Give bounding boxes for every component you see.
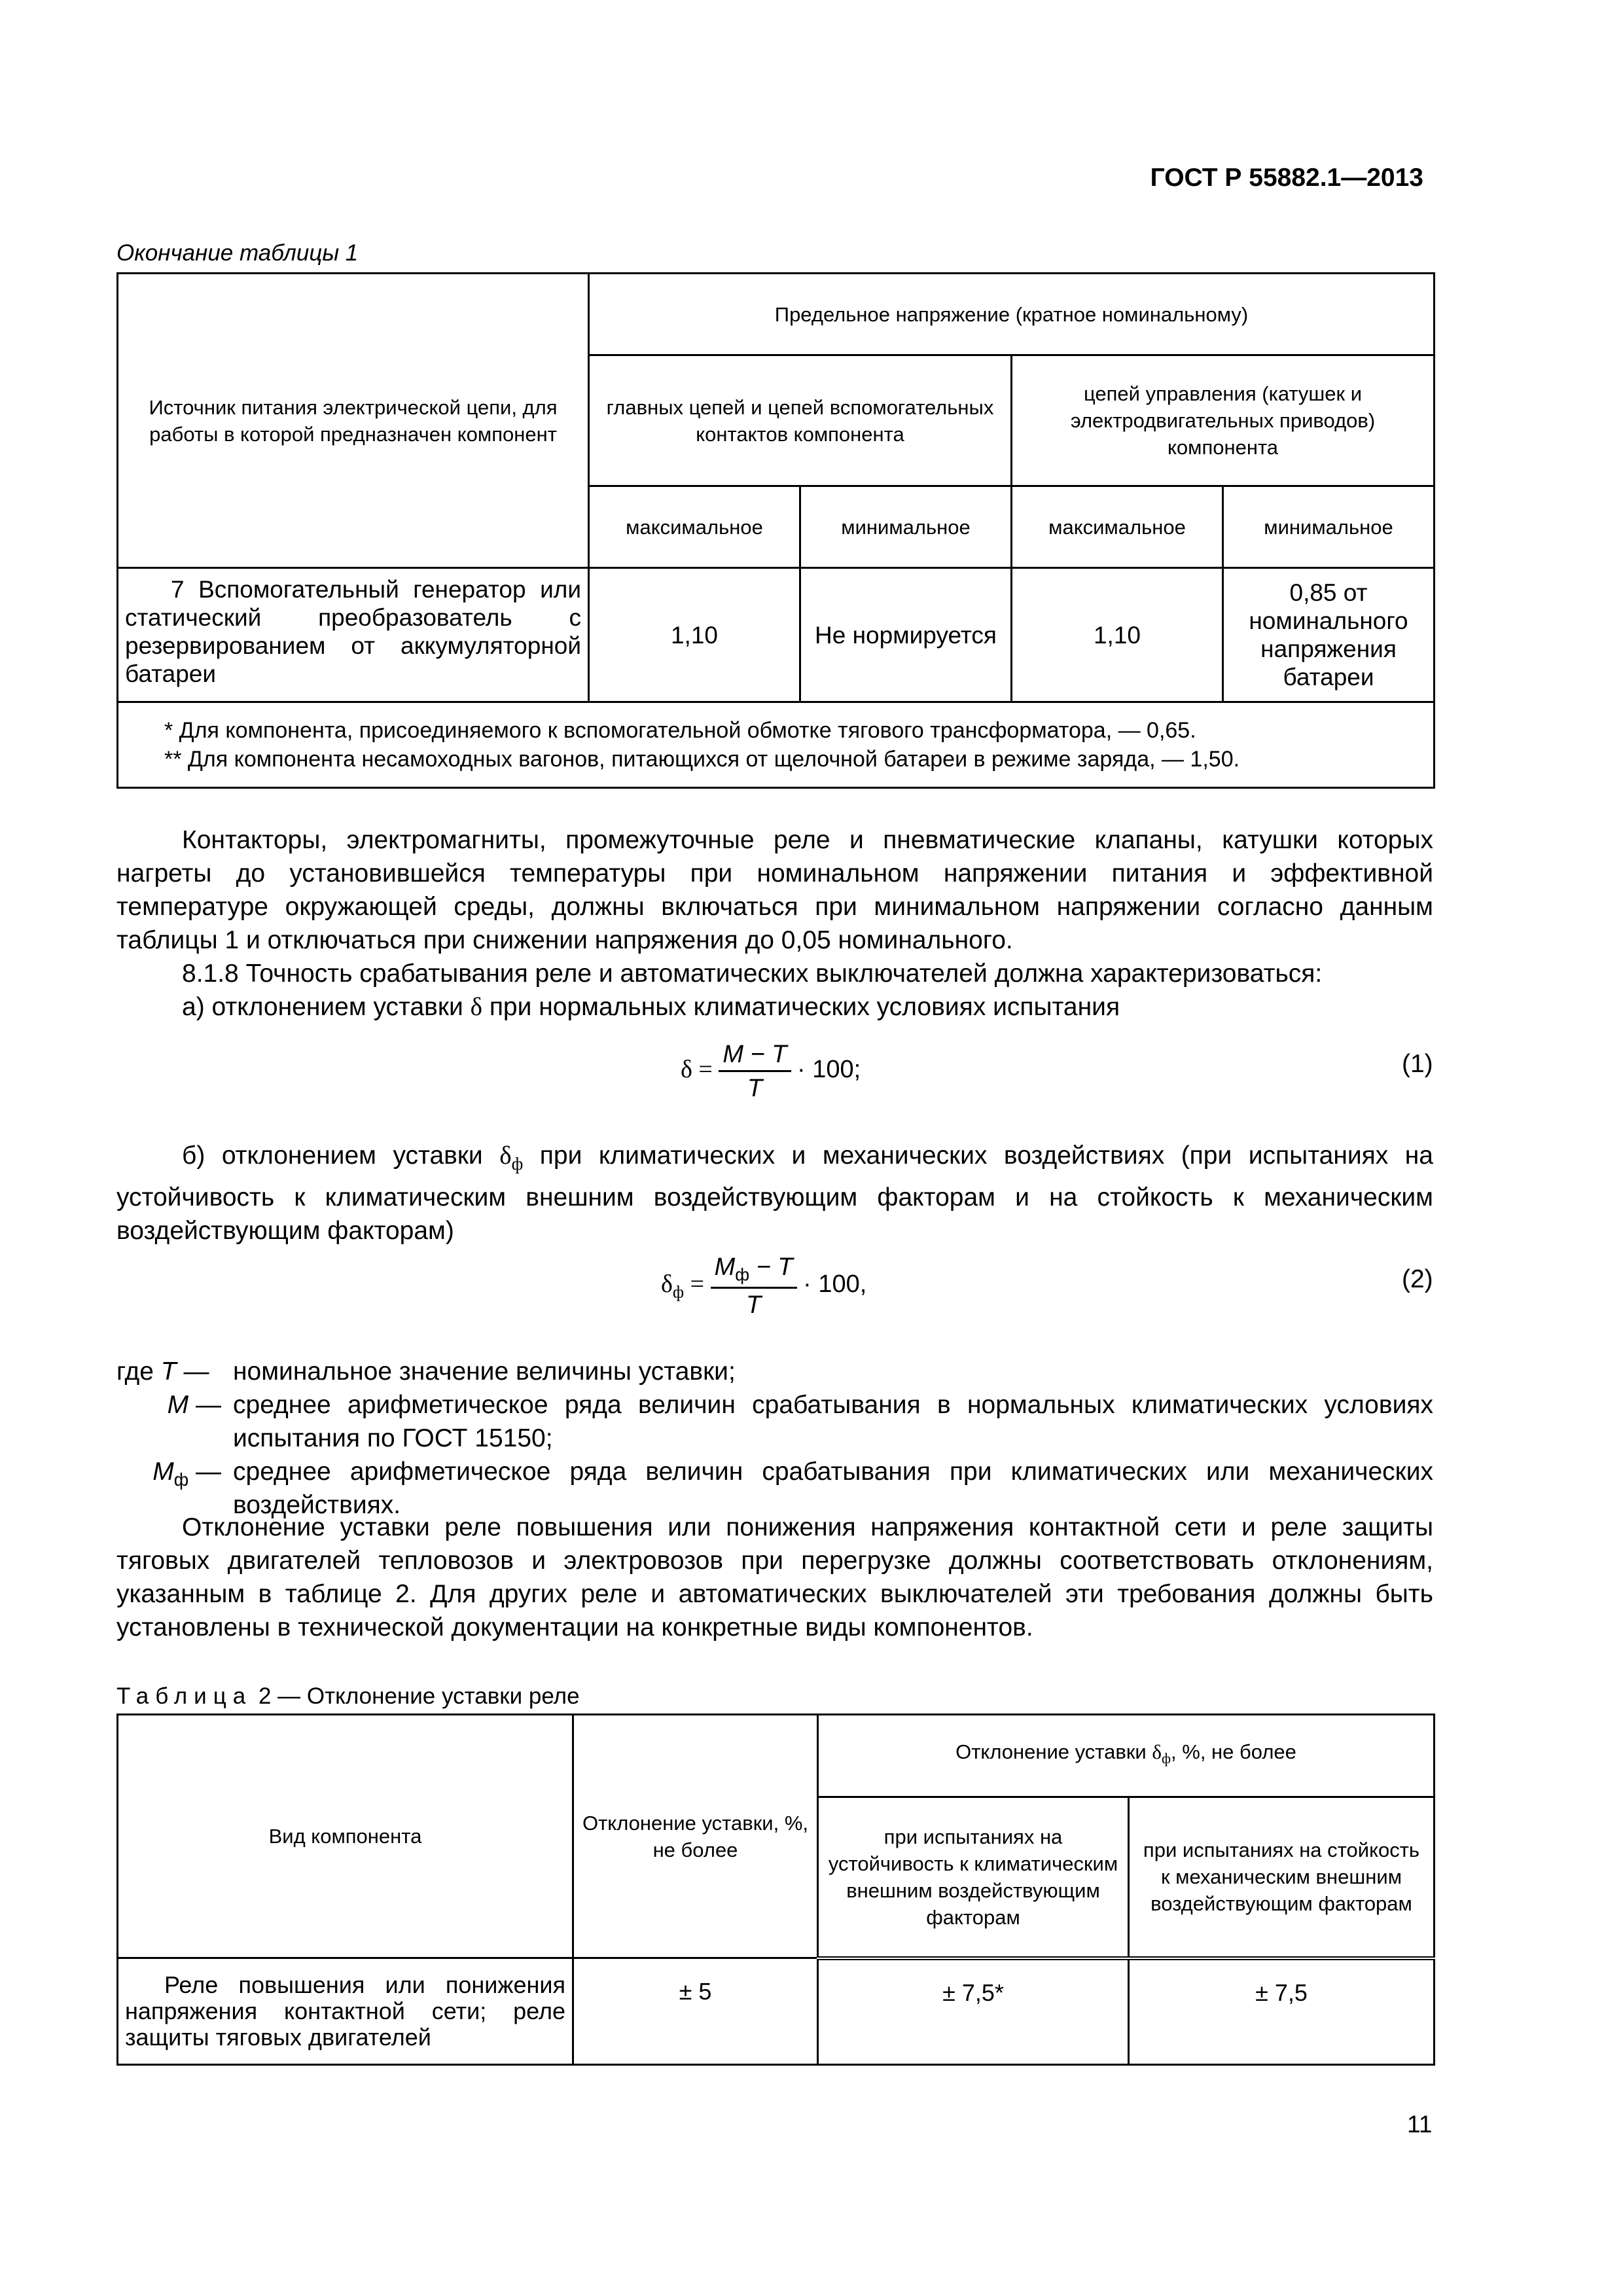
where-mf-sub: ф — [173, 1469, 189, 1490]
where-m-term: M — [167, 1391, 189, 1419]
where-t-term: T — [160, 1357, 177, 1386]
table2-header-kind: Вид компонента — [118, 1715, 573, 1958]
formula-2-number: (2) — [1402, 1265, 1433, 1293]
table1-caption: Окончание таблицы 1 — [116, 240, 359, 266]
table2-header-climate: при испытаниях на устойчивость к климатическим внешним воздействующим факторам — [818, 1797, 1129, 1958]
table2-header-mech: при испытаниях на стойкость к механическим внешним воздействующим факторам — [1129, 1797, 1435, 1958]
delta-sub: ф — [511, 1153, 524, 1174]
where-list — [116, 1355, 1433, 1519]
clause-8-1-8: 8.1.8 Точность срабатывания реле и автоматических выключателей должна характеризоваться: — [182, 960, 1323, 988]
table1-header-control: цепей управления (катушек и электродвигательных приводов) компонента — [1012, 355, 1435, 486]
page-number: 11 — [1407, 2111, 1433, 2138]
formula-2-m: M — [714, 1253, 736, 1281]
formula-2-denominator: T — [746, 1291, 762, 1319]
formula-2-numerator — [711, 1253, 797, 1289]
table2-header-dev: Отклонение уставки, %, не более — [573, 1715, 818, 1958]
table1 — [116, 272, 1435, 789]
table1-cell-ctrl-max: 1,10 — [1012, 568, 1223, 702]
where-word: где — [116, 1357, 154, 1386]
table2-caption-rest: 2 — Отклонение уставки реле — [258, 1683, 580, 1709]
where-mf-def: среднее арифметическое ряда величин срабатывания при климатических или механических воздействиях. — [233, 1458, 1433, 1519]
table2-devf-prefix: Отклонение уставки — [955, 1740, 1147, 1764]
where-dash: — — [183, 1357, 209, 1386]
where-dash: — — [196, 1391, 221, 1419]
table2-caption-word: Таблица — [116, 1683, 253, 1709]
formula-2-delta-sub: ф — [672, 1282, 685, 1302]
table1-header-min: минимальное — [1223, 486, 1435, 568]
formula-1-fraction — [719, 1041, 791, 1103]
table1-header-max: максимальное — [589, 486, 800, 568]
where-mf-term: M — [152, 1458, 174, 1486]
where-word-row — [116, 1355, 209, 1388]
formula-2 — [661, 1253, 866, 1319]
table2-caption — [116, 1683, 580, 1710]
table1-note-1: * Для компонента, присоединяемого к вспомогательной обмотке тягового трансформатора, — 0,65. — [164, 718, 1196, 743]
table2-cell-mech: ± 7,5 — [1129, 1958, 1435, 2065]
formula-2-tail: · 100, — [803, 1270, 867, 1299]
formula-1-denominator: T — [747, 1075, 763, 1102]
item-b — [116, 1139, 1433, 1247]
formula-1-numerator: M − T — [719, 1041, 791, 1072]
formula-2-delta: δ — [661, 1270, 673, 1299]
where-dash: — — [196, 1458, 221, 1486]
table2-cell-dev: ± 5 — [573, 1958, 818, 2065]
where-m-def: среднее арифметическое ряда величин срабатывания в нормальных климатических условиях испытания по ГОСТ 15150; — [233, 1391, 1433, 1452]
table2-cell-climate: ± 7,5* — [818, 1958, 1129, 2065]
delta-char: δ — [499, 1141, 512, 1170]
item-a-prefix: а) отклонением уставки — [182, 993, 463, 1021]
table1-cell-main-min: Не нормируется — [800, 568, 1012, 702]
table2-devf-suffix: , %, не более — [1171, 1740, 1296, 1764]
table2 — [116, 1713, 1435, 2066]
formula-1-tail: · 100; — [797, 1056, 861, 1084]
item-b-suffix: при климатических и механических воздействиях (при испытаниях на устойчивость к климатическим внешним воздействующим факторам и на стойкость к механическим воздействующим факторам) — [116, 1141, 1433, 1245]
table2-header-devf — [818, 1715, 1435, 1797]
delta-symbol: δ — [470, 993, 482, 1021]
table1-header-min: минимальное — [800, 486, 1012, 568]
formula-2-minus-t: − T — [749, 1253, 793, 1281]
table1-header-main: главных цепей и цепей вспомогательных контактов компонента — [589, 355, 1012, 486]
item-b-prefix: б) отклонением уставки — [182, 1141, 483, 1170]
table1-cell-main-max: 1,10 — [589, 568, 800, 702]
table2-devf-delta: δ — [1152, 1740, 1162, 1764]
table1-header-source: Источник питания электрической цепи, для работы в которой предназначен компонент — [118, 274, 589, 568]
table1-row-source: 7 Вспомогательный генератор или статический преобразователь с резервированием от аккумуляторной батареи — [118, 568, 589, 702]
table2-devf-sub: ф — [1161, 1751, 1171, 1767]
formula-2-fraction — [711, 1253, 797, 1319]
table1-note-2: ** Для компонента несамоходных вагонов, питающихся от щелочной батареи в режиме заряда, — 1,50. — [164, 747, 1240, 772]
formula-2-lhs — [661, 1270, 685, 1302]
formula-2-m-sub: ф — [735, 1265, 750, 1285]
formula-1-number: (1) — [1402, 1050, 1433, 1078]
paragraph-deviation: Отклонение уставки реле повышения или понижения напряжения контактной сети и реле защиты тяговых двигателей тепловозов и электровозов при перегрузке должны соответствовать отклонениям, указанным в таблице 2. Для других реле и автоматических выключателей эти требования должны быть установлены в технической документации на конкретные виды компонентов. — [116, 1513, 1433, 1641]
delta-f-symbol — [499, 1141, 524, 1174]
table2-row-kind: Реле повышения или понижения напряжения контактной сети; реле защиты тяговых двигателей — [118, 1958, 573, 2065]
item-a — [182, 990, 1120, 1024]
formula-1 — [681, 1041, 861, 1103]
paragraph-contactors: Контакторы, электромагниты, промежуточные реле и пневматические клапаны, катушки которых нагреты до установившейся температуры при номинальном напряжении питания и эффективной температуре окружающей среды, должны включаться при минимальном напряжении согласно данным таблицы 1 и отключаться при снижении напряжения до 0,05 номинального. — [116, 826, 1433, 954]
where-m-term-row — [116, 1388, 221, 1422]
item-a-suffix: при нормальных климатических условиях испытания — [489, 993, 1120, 1021]
where-t-def: номинальное значение величины уставки; — [233, 1357, 736, 1386]
document-header: ГОСТ Р 55882.1—2013 — [1150, 164, 1423, 192]
formula-2-equals: = — [690, 1270, 705, 1299]
table1-notes — [118, 702, 1435, 788]
table1-header-limit: Предельное напряжение (кратное номинальному) — [589, 274, 1435, 355]
table1-cell-ctrl-min: 0,85 от номинального напряжения батареи — [1223, 568, 1435, 702]
table1-header-max: максимальное — [1012, 486, 1223, 568]
where-mf-term-row — [116, 1455, 221, 1496]
formula-1-lhs: δ = — [681, 1056, 713, 1084]
table2-devf-symbol — [1152, 1740, 1171, 1767]
